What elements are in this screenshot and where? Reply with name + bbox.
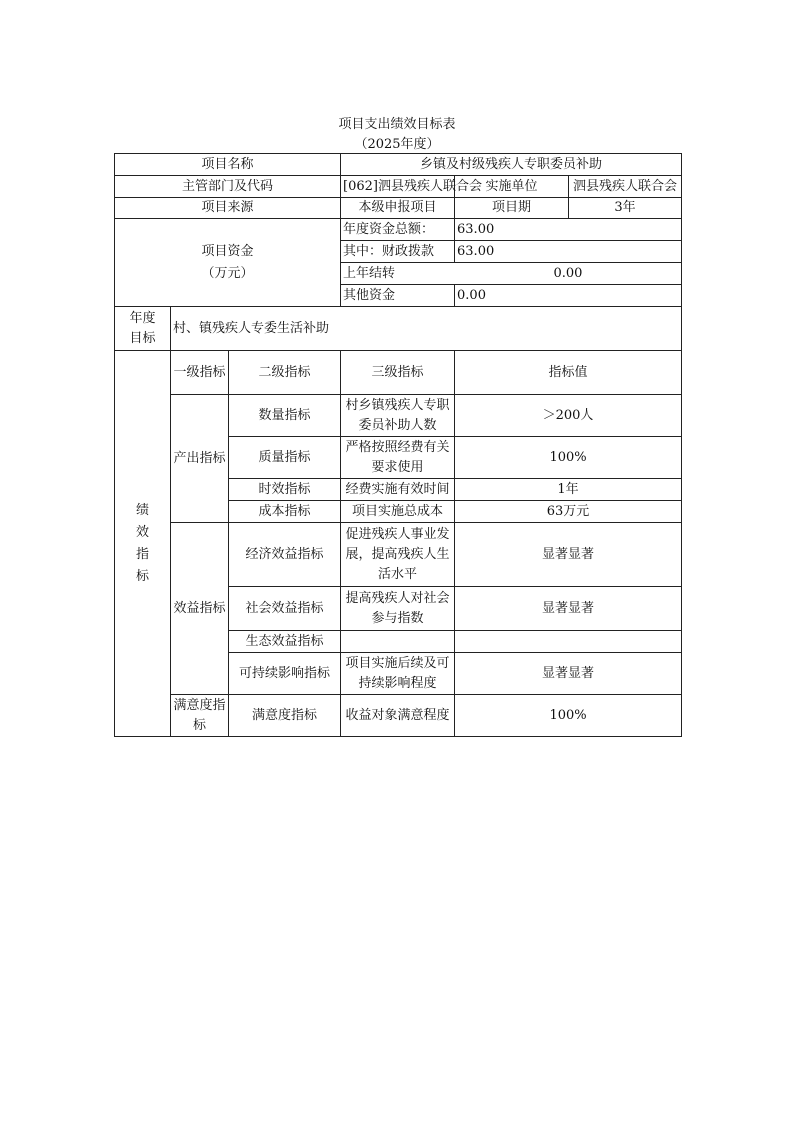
doc-year: （2025年度） <box>354 137 440 152</box>
funds-label <box>115 219 341 307</box>
period-value: 3年 <box>569 198 682 219</box>
funds-row-label: 年度资金总额： <box>341 219 455 241</box>
funds-row-label: 上年结转 <box>343 265 396 281</box>
indicator-value: 显著显著 <box>455 653 682 695</box>
indicator-l2: 数量指标 <box>229 395 341 437</box>
indicator-l3: 经费实施有效时间 <box>341 479 455 501</box>
dept-value: [062]泗县残疾人联合会 <box>341 176 455 198</box>
group-benefit: 效益指标 <box>171 523 229 695</box>
indicator-l2: 质量指标 <box>229 437 341 479</box>
indicator-l3: 项目实施后续及可持续影响程度 <box>341 653 455 695</box>
indicator-l2: 满意度指标 <box>229 695 341 737</box>
doc-title: 项目支出绩效目标表 <box>338 117 456 132</box>
indicator-l3 <box>341 631 455 653</box>
indicator-value: 100% <box>455 437 682 479</box>
indicator-value: 1年 <box>455 479 682 501</box>
goal-label-1: 年度 <box>129 310 156 326</box>
period-label: 项目期 <box>455 198 569 219</box>
indicator-l3: 项目实施总成本 <box>341 501 455 523</box>
indicator-l2: 可持续影响指标 <box>229 653 341 695</box>
row-indicator <box>115 395 682 437</box>
header-l3: 三级指标 <box>341 351 455 395</box>
performance-table <box>114 153 682 737</box>
funds-row-value: 0.00 <box>455 285 682 307</box>
impl-label: 实施单位 <box>455 176 569 198</box>
funds-row-label-carryover <box>341 263 682 285</box>
row-goal <box>115 307 682 351</box>
header-value: 指标值 <box>455 351 682 395</box>
funds-row-value: 63.00 <box>455 241 682 263</box>
indicator-l3: 收益对象满意程度 <box>341 695 455 737</box>
row-funds-total <box>115 219 682 241</box>
row-indicator <box>115 695 682 737</box>
indicator-l3: 村乡镇残疾人专职委员补助人数 <box>341 395 455 437</box>
row-project-name <box>115 154 682 176</box>
indicator-l2: 经济效益指标 <box>229 523 341 587</box>
header-l2: 二级指标 <box>229 351 341 395</box>
goal-label-2: 目标 <box>129 330 156 346</box>
indicator-value: 100% <box>455 695 682 737</box>
indicator-value: 显著显著 <box>455 587 682 631</box>
indicator-l2: 社会效益指标 <box>229 587 341 631</box>
perf-side-label <box>115 351 171 737</box>
indicator-l3: 严格按照经费有关要求使用 <box>341 437 455 479</box>
indicator-l3: 促进残疾人事业发展，提高残疾人生活水平 <box>341 523 455 587</box>
perf-side-label-text: 绩效指标 <box>135 502 149 584</box>
indicator-value: 显著显著 <box>455 523 682 587</box>
funds-row-value: 0.00 <box>553 265 583 281</box>
source-label: 项目来源 <box>115 198 341 219</box>
funds-label-1: 项目资金 <box>201 243 254 259</box>
group-satisfaction: 满意度指标 <box>171 695 229 737</box>
funds-row-label: 其他资金 <box>341 285 455 307</box>
funds-row-value: 63.00 <box>455 219 682 241</box>
indicator-value <box>455 631 682 653</box>
group-output: 产出指标 <box>171 395 229 523</box>
project-name-value: 乡镇及村级残疾人专职委员补助 <box>341 154 682 176</box>
row-source <box>115 198 682 219</box>
indicator-l3: 提高残疾人对社会参与指数 <box>341 587 455 631</box>
source-value: 本级申报项目 <box>341 198 455 219</box>
indicator-l2: 生态效益指标 <box>229 631 341 653</box>
goal-label <box>115 307 171 351</box>
impl-value: 泗县残疾人联合会 <box>569 176 682 198</box>
indicator-l2: 时效指标 <box>229 479 341 501</box>
row-perf-header <box>115 351 682 395</box>
funds-label-2: （万元） <box>201 265 254 281</box>
dept-label: 主管部门及代码 <box>115 176 341 198</box>
indicator-value: ＞200人 <box>455 395 682 437</box>
goal-text: 村、镇残疾人专委生活补助 <box>171 307 682 351</box>
indicator-l2: 成本指标 <box>229 501 341 523</box>
project-name-label: 项目名称 <box>115 154 341 176</box>
funds-row-label: 其中：财政拨款 <box>341 241 455 263</box>
row-dept <box>115 176 682 198</box>
indicator-value: 63万元 <box>455 501 682 523</box>
row-indicator <box>115 523 682 587</box>
header-l1: 一级指标 <box>171 351 229 395</box>
